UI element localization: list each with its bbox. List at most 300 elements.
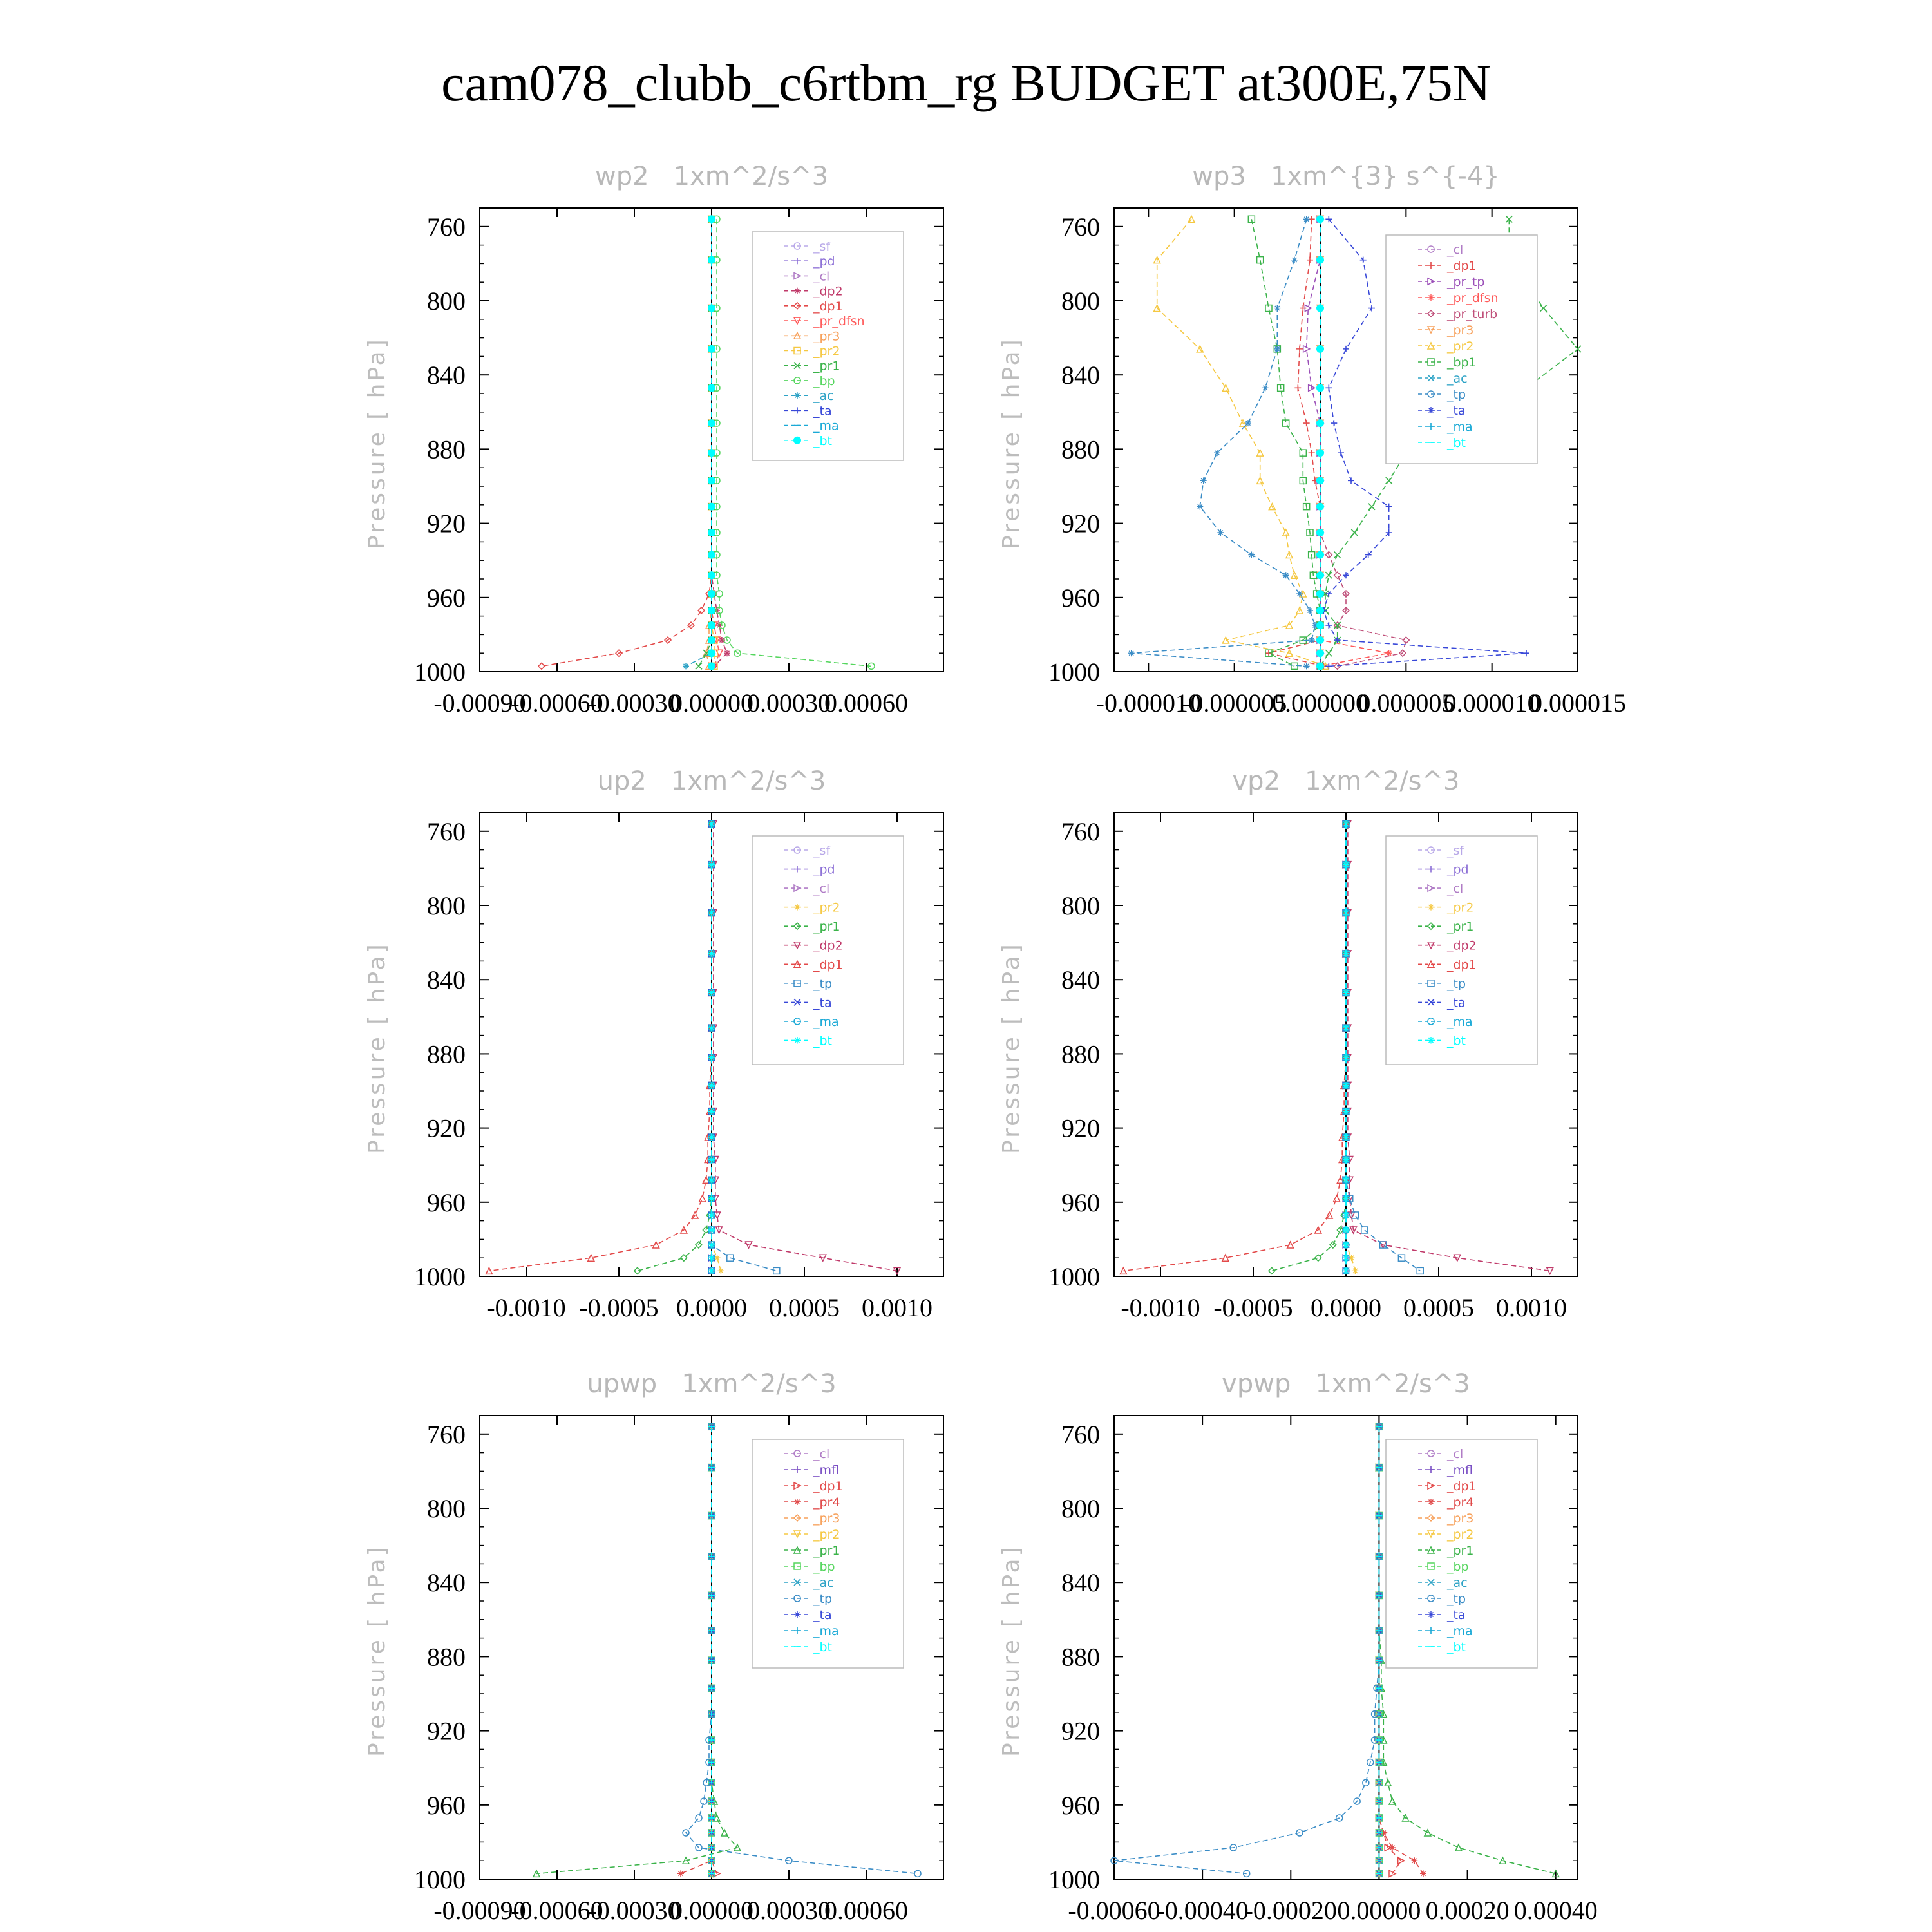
data-point bbox=[1343, 1177, 1349, 1183]
legend-marker bbox=[1428, 407, 1434, 413]
x-tick-label: 0.000010 bbox=[1443, 688, 1540, 717]
legend-label: _ma bbox=[1447, 1014, 1473, 1029]
series-line bbox=[1157, 219, 1325, 666]
data-point bbox=[1325, 572, 1332, 578]
data-point bbox=[708, 1157, 715, 1163]
legend-label: _pr3 bbox=[813, 329, 840, 344]
data-point bbox=[1296, 591, 1303, 597]
data-point bbox=[708, 1082, 715, 1088]
data-point bbox=[1338, 450, 1344, 456]
legend-label: _tp bbox=[1447, 1592, 1466, 1606]
data-point bbox=[1360, 257, 1367, 263]
panel-title: wp2 1xm^2/s^3 bbox=[594, 162, 829, 191]
data-point bbox=[1309, 450, 1315, 456]
legend-label: _pr2 bbox=[813, 900, 840, 915]
data-point bbox=[708, 1195, 715, 1202]
y-tick-label: 880 bbox=[1061, 1642, 1100, 1672]
data-point bbox=[1214, 450, 1220, 456]
legend-label: _pr2 bbox=[1447, 339, 1474, 354]
y-tick-label: 840 bbox=[1061, 965, 1100, 995]
legend-label: _tp bbox=[813, 1592, 833, 1606]
legend-label: _ac bbox=[1447, 1576, 1468, 1590]
series-line bbox=[706, 219, 712, 666]
data-point bbox=[1368, 305, 1375, 312]
data-point bbox=[708, 1212, 715, 1218]
legend-label: _pr1 bbox=[813, 1544, 840, 1558]
data-point bbox=[708, 662, 715, 670]
legend-label: _cl bbox=[813, 1447, 830, 1461]
legend-label: _ma bbox=[813, 1624, 839, 1638]
panel-title: vpwp 1xm^2/s^3 bbox=[1222, 1369, 1470, 1399]
series_dp1 bbox=[538, 216, 715, 669]
data-point bbox=[708, 551, 715, 559]
y-tick-label: 760 bbox=[1061, 1419, 1100, 1449]
series_pr2 bbox=[708, 820, 724, 1274]
legend-label: _bp bbox=[813, 1560, 835, 1574]
data-point bbox=[1325, 384, 1332, 391]
data-point bbox=[1343, 1227, 1349, 1233]
legend-label: _bt bbox=[813, 1640, 833, 1654]
legend-marker bbox=[794, 288, 800, 294]
data-point bbox=[1343, 1082, 1349, 1088]
data-point bbox=[1343, 1242, 1349, 1248]
y-tick-label: 800 bbox=[1061, 891, 1100, 920]
series-line bbox=[1132, 219, 1315, 666]
y-tick-label: 800 bbox=[427, 1494, 466, 1523]
legend-label: _dp1 bbox=[1447, 958, 1477, 972]
y-tick-label: 760 bbox=[427, 1419, 466, 1449]
legend-label: _ta bbox=[813, 404, 832, 419]
legend-marker bbox=[794, 1611, 800, 1618]
series_dp1 bbox=[486, 820, 715, 1274]
data-point bbox=[1316, 636, 1324, 644]
data-point bbox=[708, 571, 715, 579]
y-tick-label: 1000 bbox=[414, 658, 466, 687]
data-point bbox=[727, 1255, 734, 1261]
legend bbox=[752, 232, 904, 460]
x-tick-label: -0.00090 bbox=[433, 1896, 526, 1925]
series_pr2 bbox=[708, 216, 717, 669]
panel-2 bbox=[1048, 208, 1626, 717]
data-point bbox=[683, 663, 689, 669]
legend-label: _dp1 bbox=[1447, 1479, 1477, 1493]
legend-label: _tp bbox=[1447, 388, 1466, 402]
data-point bbox=[1316, 621, 1324, 629]
legend bbox=[1386, 235, 1537, 464]
x-tick-label: 0.0000 bbox=[1311, 1293, 1381, 1322]
data-point bbox=[708, 305, 715, 312]
data-point bbox=[1262, 384, 1269, 391]
legend-label: _bp bbox=[1447, 1560, 1469, 1574]
data-point bbox=[1343, 1212, 1349, 1218]
data-point bbox=[1420, 1870, 1426, 1877]
data-point bbox=[708, 1242, 715, 1248]
data-point bbox=[677, 1870, 684, 1877]
panel-3 bbox=[414, 813, 943, 1322]
legend-label: _pr3 bbox=[1447, 323, 1474, 337]
panel-5 bbox=[414, 1416, 943, 1925]
data-point bbox=[1389, 1798, 1396, 1804]
y-tick-label: 880 bbox=[427, 1039, 466, 1069]
data-point bbox=[1398, 1857, 1405, 1864]
x-tick-label: -0.0010 bbox=[1121, 1293, 1200, 1322]
y-axis-label: Pressure [ hPa] bbox=[998, 942, 1025, 1154]
x-tick-label: 0.00060 bbox=[824, 1896, 908, 1925]
legend-marker bbox=[794, 1037, 800, 1043]
data-point bbox=[717, 1267, 724, 1274]
series_pr1 bbox=[533, 1423, 741, 1877]
y-tick-label: 1000 bbox=[414, 1262, 466, 1291]
legend-label: _ma bbox=[1447, 420, 1473, 434]
data-point bbox=[1316, 607, 1324, 614]
data-point bbox=[1197, 504, 1203, 510]
y-tick-label: 1000 bbox=[1048, 1865, 1100, 1894]
y-tick-label: 760 bbox=[427, 817, 466, 846]
series-line bbox=[1251, 219, 1320, 666]
data-point bbox=[1316, 384, 1324, 392]
data-point bbox=[1316, 590, 1324, 598]
series-line bbox=[536, 1426, 737, 1873]
x-tick-label: 0.000015 bbox=[1530, 688, 1626, 717]
y-tick-label: 760 bbox=[1061, 212, 1100, 242]
data-point bbox=[1274, 346, 1280, 352]
data-point bbox=[1343, 1054, 1349, 1061]
legend-label: _pr_dfsn bbox=[1447, 291, 1499, 305]
x-tick-label: 0.00000 bbox=[670, 688, 753, 717]
data-point bbox=[1316, 662, 1324, 670]
legend-label: _bt bbox=[1447, 436, 1466, 450]
legend-label: _pr4 bbox=[813, 1495, 840, 1510]
legend-label: _pr2 bbox=[1447, 900, 1474, 915]
legend-marker bbox=[1428, 1611, 1434, 1618]
y-tick-label: 920 bbox=[427, 509, 466, 538]
legend-label: _ta bbox=[1447, 996, 1466, 1010]
legend-label: _pr_dfsn bbox=[813, 314, 865, 329]
data-point bbox=[1316, 551, 1324, 559]
data-point bbox=[1303, 420, 1310, 426]
data-point bbox=[1343, 1025, 1349, 1031]
data-point bbox=[1343, 1157, 1349, 1163]
legend-label: _mfl bbox=[813, 1463, 839, 1477]
y-tick-label: 880 bbox=[1061, 435, 1100, 464]
legend-label: _bp bbox=[813, 374, 835, 388]
data-point bbox=[708, 590, 715, 598]
data-point bbox=[708, 384, 715, 392]
y-tick-label: 880 bbox=[427, 435, 466, 464]
data-point bbox=[1316, 256, 1324, 264]
data-point bbox=[634, 1267, 641, 1274]
x-tick-label: -0.00060 bbox=[1068, 1896, 1160, 1925]
y-axis-label: Pressure [ hPa] bbox=[998, 1544, 1025, 1757]
legend bbox=[1386, 836, 1537, 1065]
y-tick-label: 920 bbox=[427, 1113, 466, 1143]
x-tick-label: 0.000005 bbox=[1358, 688, 1455, 717]
data-point bbox=[1269, 1267, 1275, 1274]
legend-label: _dp1 bbox=[813, 958, 843, 972]
series-line bbox=[712, 1426, 717, 1873]
y-tick-label: 1000 bbox=[414, 1865, 466, 1894]
x-tick-label: -0.0005 bbox=[1213, 1293, 1293, 1322]
y-axis-label: Pressure [ hPa] bbox=[364, 1544, 390, 1757]
data-point bbox=[708, 951, 715, 957]
y-tick-label: 840 bbox=[427, 361, 466, 390]
y-tick-label: 840 bbox=[427, 1568, 466, 1598]
data-point bbox=[1309, 637, 1315, 643]
legend-marker bbox=[1428, 904, 1434, 911]
data-point bbox=[914, 1870, 921, 1877]
legend-label: _pr3 bbox=[1447, 1511, 1474, 1526]
series_dp1 bbox=[708, 1423, 720, 1877]
legend-label: _pr_tp bbox=[1447, 275, 1485, 289]
data-point bbox=[1316, 649, 1324, 657]
data-point bbox=[1455, 1844, 1462, 1851]
series_pr2 bbox=[1154, 216, 1329, 669]
data-point bbox=[708, 989, 715, 996]
data-point bbox=[1343, 346, 1349, 352]
data-point bbox=[1248, 552, 1255, 558]
data-point bbox=[1294, 384, 1301, 391]
y-tick-label: 800 bbox=[1061, 287, 1100, 316]
data-point bbox=[1386, 504, 1392, 510]
series-line bbox=[489, 824, 712, 1271]
legend-label: _cl bbox=[1447, 882, 1464, 896]
y-axis-label: Pressure [ hPa] bbox=[364, 337, 390, 549]
legend-label: _pr1 bbox=[1447, 1544, 1474, 1558]
data-point bbox=[1325, 591, 1332, 597]
y-tick-label: 1000 bbox=[1048, 658, 1100, 687]
legend-label: _ta bbox=[1447, 404, 1466, 418]
data-point bbox=[699, 1195, 706, 1202]
data-point bbox=[696, 663, 702, 669]
data-point bbox=[1343, 989, 1349, 996]
legend-marker bbox=[1428, 294, 1434, 301]
legend bbox=[752, 1439, 904, 1668]
data-point bbox=[708, 215, 715, 223]
panel-title: up2 1xm^2/s^3 bbox=[597, 766, 826, 796]
data-point bbox=[1286, 622, 1293, 629]
data-point bbox=[1307, 257, 1313, 263]
data-point bbox=[708, 449, 715, 457]
legend-label: _cl bbox=[813, 269, 830, 284]
legend-label: _pd bbox=[1447, 862, 1469, 877]
legend-label: _pr2 bbox=[813, 1528, 840, 1542]
data-point bbox=[1265, 650, 1272, 656]
data-point bbox=[1343, 1267, 1349, 1274]
y-tick-label: 880 bbox=[1061, 1039, 1100, 1069]
series-line bbox=[681, 1426, 712, 1873]
panel-title: upwp 1xm^2/s^3 bbox=[587, 1369, 837, 1399]
legend-label: _mfl bbox=[1447, 1463, 1473, 1477]
legend-label: _pr1 bbox=[1447, 920, 1474, 934]
data-point bbox=[1316, 419, 1324, 427]
x-tick-label: 0.00020 bbox=[1425, 1896, 1510, 1925]
x-tick-label: -0.000005 bbox=[1182, 688, 1287, 717]
legend-label: _tp bbox=[1447, 976, 1466, 991]
x-tick-label: -0.00030 bbox=[588, 688, 681, 717]
data-point bbox=[1316, 503, 1324, 511]
legend-marker bbox=[1428, 1037, 1434, 1043]
data-point bbox=[1222, 384, 1229, 391]
data-point bbox=[708, 256, 715, 264]
legend-label: _dp1 bbox=[813, 299, 843, 314]
x-tick-label: 0.0000 bbox=[676, 1293, 747, 1322]
x-tick-label: -0.00060 bbox=[511, 688, 603, 717]
x-tick-label: -0.00020 bbox=[1244, 1896, 1337, 1925]
data-point bbox=[1316, 215, 1324, 223]
legend-label: _dp1 bbox=[1447, 259, 1477, 273]
legend-label: _ta bbox=[1447, 1608, 1466, 1622]
legend-label: _ac bbox=[813, 389, 834, 404]
legend-marker bbox=[1428, 1499, 1434, 1505]
data-point bbox=[1283, 572, 1289, 578]
data-point bbox=[708, 862, 715, 868]
data-point bbox=[1343, 1108, 1349, 1115]
y-tick-label: 960 bbox=[427, 1790, 466, 1820]
data-point bbox=[708, 1025, 715, 1031]
data-point bbox=[1325, 663, 1332, 669]
legend-label: _dp2 bbox=[1447, 938, 1477, 953]
data-point bbox=[1291, 257, 1298, 263]
legend-marker bbox=[794, 1499, 800, 1505]
data-point bbox=[1303, 663, 1310, 669]
y-tick-label: 960 bbox=[427, 583, 466, 612]
data-point bbox=[708, 1108, 715, 1115]
y-tick-label: 960 bbox=[1061, 583, 1100, 612]
legend-label: _ta bbox=[813, 996, 832, 1010]
legend-label: _bt bbox=[813, 1034, 833, 1048]
data-point bbox=[708, 1267, 715, 1274]
data-point bbox=[1343, 572, 1349, 578]
y-tick-label: 800 bbox=[1061, 1494, 1100, 1523]
legend-label: _dp2 bbox=[813, 284, 843, 299]
data-point bbox=[721, 1830, 728, 1836]
data-point bbox=[773, 1267, 780, 1274]
legend-label: _bp1 bbox=[1447, 355, 1477, 370]
x-tick-label: 0.000000 bbox=[1272, 688, 1368, 717]
data-point bbox=[1343, 1255, 1349, 1261]
panel-4 bbox=[1048, 813, 1578, 1322]
legend-label: _bt bbox=[813, 433, 833, 448]
data-point bbox=[708, 477, 715, 484]
data-point bbox=[708, 529, 715, 536]
x-tick-label: 0.0010 bbox=[1496, 1293, 1567, 1322]
legend-label: _ma bbox=[813, 1014, 839, 1029]
legend-label: _ac bbox=[1447, 372, 1468, 386]
data-point bbox=[698, 607, 705, 614]
legend-label: _pr3 bbox=[813, 1511, 840, 1526]
panel-title: wp3 1xm^{3} s^{-4} bbox=[1192, 162, 1500, 191]
legend-label: _ma bbox=[813, 419, 839, 433]
legend-label: _ma bbox=[1447, 1624, 1473, 1638]
data-point bbox=[724, 650, 730, 656]
legend-label: _dp2 bbox=[813, 938, 843, 953]
data-point bbox=[1343, 1134, 1349, 1141]
legend-label: _tp bbox=[813, 976, 833, 991]
series-line bbox=[699, 219, 712, 666]
y-tick-label: 920 bbox=[1061, 509, 1100, 538]
series_tp bbox=[1111, 1423, 1382, 1877]
data-point bbox=[1128, 650, 1135, 656]
series_pr3 bbox=[703, 216, 715, 669]
data-point bbox=[1351, 529, 1358, 536]
data-point bbox=[1331, 420, 1337, 426]
data-point bbox=[1334, 572, 1341, 578]
x-tick-label: 0.00060 bbox=[824, 688, 908, 717]
x-tick-label: -0.00030 bbox=[588, 1896, 681, 1925]
data-point bbox=[708, 345, 715, 353]
series_pr2 bbox=[1343, 820, 1358, 1274]
data-point bbox=[708, 1134, 715, 1141]
data-point bbox=[708, 503, 715, 511]
data-point bbox=[1348, 477, 1354, 484]
data-point bbox=[1303, 216, 1310, 222]
data-point bbox=[696, 1815, 702, 1821]
y-tick-label: 840 bbox=[1061, 361, 1100, 390]
legend-label: _dp1 bbox=[813, 1479, 843, 1493]
panel-title: vp2 1xm^2/s^3 bbox=[1232, 766, 1460, 796]
data-point bbox=[1316, 477, 1324, 484]
figure-title: cam078_clubb_c6rtbm_rg BUDGET at300E,75N bbox=[441, 53, 1491, 112]
data-point bbox=[1217, 529, 1224, 536]
legend bbox=[752, 836, 904, 1065]
data-point bbox=[708, 1227, 715, 1233]
data-point bbox=[1316, 305, 1324, 312]
y-tick-label: 920 bbox=[427, 1716, 466, 1746]
legend-label: _bt bbox=[1447, 1034, 1466, 1048]
y-tick-label: 920 bbox=[1061, 1716, 1100, 1746]
legend-marker bbox=[794, 904, 800, 911]
data-point bbox=[1334, 552, 1341, 558]
x-tick-label: 0.0005 bbox=[1403, 1293, 1474, 1322]
series_pr4 bbox=[677, 1423, 715, 1877]
y-tick-label: 960 bbox=[1061, 1790, 1100, 1820]
series-line bbox=[542, 219, 712, 666]
x-tick-label: 0.00030 bbox=[747, 1896, 831, 1925]
y-tick-label: 880 bbox=[427, 1642, 466, 1672]
x-tick-label: 0.0010 bbox=[862, 1293, 933, 1322]
data-point bbox=[1523, 650, 1530, 656]
data-point bbox=[1274, 305, 1280, 312]
data-point bbox=[1188, 216, 1195, 222]
data-point bbox=[1411, 1857, 1417, 1864]
y-tick-label: 960 bbox=[427, 1188, 466, 1217]
y-tick-label: 1000 bbox=[1048, 1262, 1100, 1291]
legend-marker bbox=[793, 437, 801, 444]
data-point bbox=[1316, 345, 1324, 353]
legend-label: _sf bbox=[1447, 844, 1464, 858]
data-point bbox=[708, 910, 715, 916]
data-point bbox=[1343, 951, 1349, 957]
x-tick-label: 0.00000 bbox=[1337, 1896, 1421, 1925]
x-tick-label: 0.00040 bbox=[1513, 1896, 1598, 1925]
data-point bbox=[1296, 346, 1303, 352]
y-axis-label: Pressure [ hPa] bbox=[998, 337, 1025, 549]
legend-label: _pd bbox=[813, 254, 835, 269]
data-point bbox=[1325, 622, 1332, 629]
data-point bbox=[1334, 1195, 1340, 1202]
data-point bbox=[708, 1177, 715, 1183]
legend-label: _cl bbox=[1447, 243, 1464, 257]
y-tick-label: 800 bbox=[427, 287, 466, 316]
series-line bbox=[1114, 1426, 1379, 1873]
series_pr_dfsn bbox=[1317, 216, 1392, 669]
data-point bbox=[1307, 607, 1313, 614]
data-point bbox=[1325, 650, 1332, 656]
series_pr1 bbox=[634, 820, 715, 1274]
legend-label: _pr1 bbox=[813, 359, 840, 374]
x-tick-label: 0.00030 bbox=[747, 688, 831, 717]
legend bbox=[1386, 1439, 1537, 1668]
